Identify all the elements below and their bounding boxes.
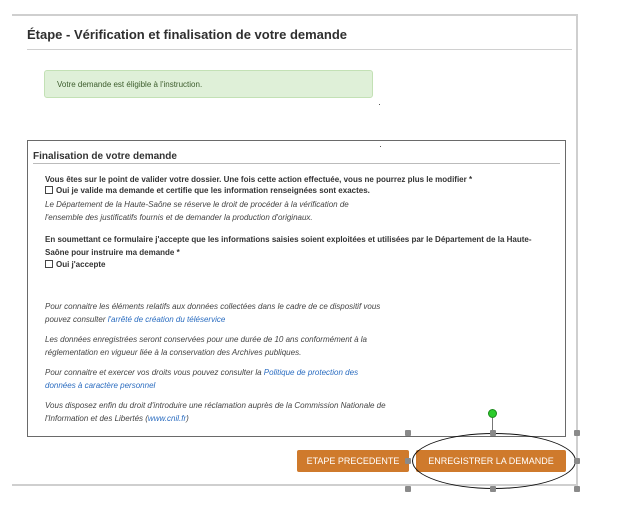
title-divider	[27, 49, 572, 50]
validation-warning: Vous êtes sur le point de valider votre dossier. Une fois cette action effectuée, vous ne pourrez plus le modifier *	[45, 175, 473, 184]
resize-handle-top-left[interactable]	[405, 430, 411, 436]
info-complaint-line-1: Vous disposez enfin du droit d'introduire une réclamation auprès de la Commission Nationale de	[45, 401, 386, 410]
annotation-ellipse[interactable]	[412, 433, 576, 489]
accept-checkbox-row[interactable]	[45, 260, 105, 269]
certify-checkbox-label: Oui je valide ma demande et certifie que les information renseignées sont exactes.	[56, 186, 370, 195]
rotate-handle[interactable]	[488, 409, 497, 418]
info-complaint-suffix: )	[186, 414, 189, 423]
privacy-policy-link-cont[interactable]: données à caractère personnel	[45, 381, 156, 390]
teleservice-decree-link[interactable]: l'arrêté de création du téléservice	[107, 315, 226, 324]
stray-dot	[379, 104, 380, 105]
resize-handle-right[interactable]	[574, 458, 580, 464]
info-rights-prefix: Pour connaitre et exercer vos droits vous pouvez consulter la	[45, 368, 264, 377]
finalisation-divider	[33, 163, 560, 164]
finalisation-title: Finalisation de votre demande	[33, 151, 177, 162]
previous-step-button[interactable]: ETAPE PRECEDENTE	[297, 450, 409, 472]
resize-handle-left[interactable]	[405, 458, 411, 464]
resize-handle-top-right[interactable]	[574, 430, 580, 436]
consent-text-line-2: Saône pour instruire ma demande *	[45, 248, 180, 257]
info-complaint-line-2	[45, 412, 189, 425]
info-retention-line-2: réglementation en vigueur liée à la conservation des Archives publiques.	[45, 348, 302, 357]
cnil-link[interactable]: www.cnil.fr	[147, 414, 187, 423]
certify-checkbox[interactable]	[45, 186, 53, 194]
save-request-button[interactable]: ENREGISTRER LA DEMANDE	[416, 450, 566, 472]
accept-checkbox[interactable]	[45, 260, 53, 268]
info-data-collected-line-2	[45, 313, 225, 326]
eligibility-alert-text: Votre demande est éligible à l'instruction.	[57, 80, 203, 89]
info-data-collected-line-1: Pour connaitre les éléments relatifs aux données collectées dans le cadre de ce dispositif vous	[45, 302, 381, 311]
resize-handle-top[interactable]	[490, 430, 496, 436]
resize-handle-bottom[interactable]	[490, 486, 496, 492]
info-rights-line-2	[45, 379, 155, 392]
verification-note-line-1: Le Département de la Haute-Saône se réserve le droit de procéder à la vérification de	[45, 200, 349, 209]
info-complaint-prefix: l'Information et des Libertés (	[45, 414, 148, 423]
certify-checkbox-row[interactable]	[45, 186, 370, 195]
consent-text-line-1: En soumettant ce formulaire j'accepte que les informations saisies soient exploitées et utilisées par le Département de la Haute-	[45, 235, 532, 244]
resize-handle-bottom-left[interactable]	[405, 486, 411, 492]
accept-checkbox-label: Oui j'accepte	[56, 260, 106, 269]
info-retention-line-1: Les données enregistrées seront conservées pour une durée de 10 ans conformément à la	[45, 335, 367, 344]
privacy-policy-link[interactable]: Politique de protection des	[263, 368, 359, 377]
verification-note-line-2: l'ensemble des justificatifs fournis et de demander la production d'originaux.	[45, 213, 313, 222]
resize-handle-bottom-right[interactable]	[574, 486, 580, 492]
info-rights-line-1	[45, 366, 358, 379]
step-title: Étape - Vérification et finalisation de votre demande	[27, 27, 348, 42]
info-data-collected-prefix: pouvez consulter	[45, 315, 108, 324]
eligibility-alert	[44, 70, 373, 98]
finalisation-panel	[27, 140, 566, 437]
